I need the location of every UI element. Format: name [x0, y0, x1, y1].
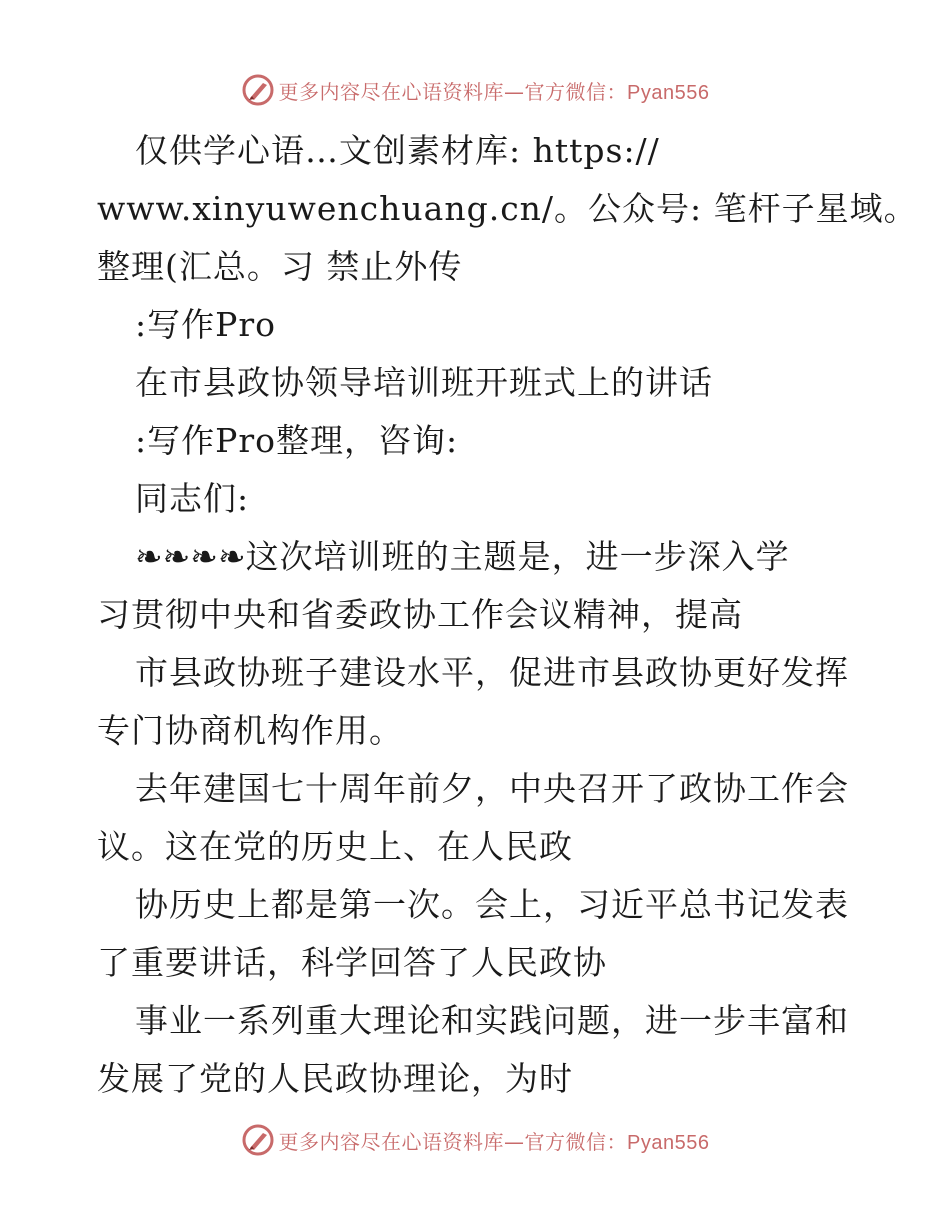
body-line: www.xinyuwenchuang.cn/。公众号: 笔杆子星域。	[97, 189, 918, 228]
footer-banner-account: Pyan556	[627, 1131, 710, 1154]
body-line: 了重要讲话，科学回答了人民政协	[97, 943, 607, 982]
footer-banner	[0, 1120, 950, 1160]
body-line: 发展了党的人民政协理论，为时	[97, 1059, 573, 1098]
header-banner-account: Pyan556	[627, 81, 710, 104]
header-banner-text: 更多内容尽在心语资料库—官方微信：Pyan556	[278, 79, 710, 104]
pen-logo-icon	[241, 73, 275, 107]
body-line: 市县政协班子建设水平，促进市县政协更好发挥	[135, 653, 849, 692]
document-body	[97, 122, 918, 1108]
body-line: 专门协商机构作用。	[97, 711, 403, 750]
footer-banner-text: 更多内容尽在心语资料库—官方微信：Pyan556	[278, 1129, 710, 1154]
header-banner	[0, 70, 950, 110]
pen-logo-icon	[241, 1123, 275, 1157]
body-line: :写作Pro整理，咨询:	[135, 421, 459, 460]
body-line: 整理(汇总。习 禁止外传	[97, 247, 463, 286]
body-line: ❧❧❧❧这次培训班的主题是，进一步深入学	[135, 537, 790, 576]
body-line: 协历史上都是第一次。会上，习近平总书记发表	[135, 885, 849, 924]
body-line: 去年建国七十周年前夕，中央召开了政协工作会	[135, 769, 849, 808]
body-line: :写作Pro	[135, 305, 276, 344]
speech-title: 在市县政协领导培训班开班式上的讲话	[135, 363, 713, 402]
body-line: 仅供学心语…文创素材库: https://	[135, 131, 660, 170]
body-line: 习贯彻中央和省委政协工作会议精神，提高	[97, 595, 743, 634]
salutation: 同志们:	[135, 479, 250, 518]
body-line: 事业一系列重大理论和实践问题，进一步丰富和	[135, 1001, 849, 1040]
ornament-icon: ❧❧❧❧	[135, 537, 246, 576]
body-line: 议。这在党的历史上、在人民政	[97, 827, 573, 866]
